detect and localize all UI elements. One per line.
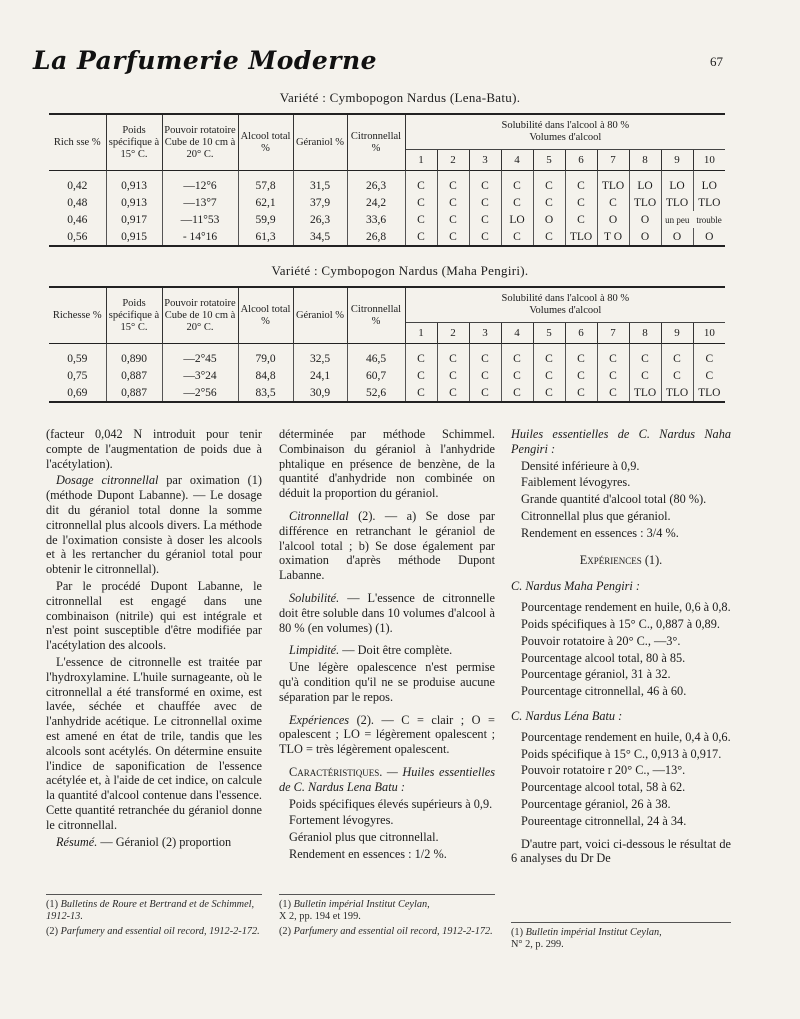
section-heading: C. Nardus Léna Batu : xyxy=(511,708,623,723)
table-cell: TLO xyxy=(629,194,661,211)
table-cell: C xyxy=(565,171,597,195)
volume-number: 1 xyxy=(405,323,437,344)
table-cell: LO xyxy=(693,171,725,195)
table-row xyxy=(49,228,725,246)
table-cell: 62,1 xyxy=(238,194,293,211)
list-item: Citronnellal plus que géraniol. xyxy=(521,508,671,523)
lena-experiences-list xyxy=(511,730,731,829)
volume-number: 9 xyxy=(661,323,693,344)
table1-title: Variété : Cymbopogon Nardus (Lena-Batu). xyxy=(279,90,521,105)
list-item: Densité inférieure à 0,9. xyxy=(521,458,640,473)
table-cell: C xyxy=(469,228,501,246)
table-cell: 34,5 xyxy=(293,228,347,246)
table-row xyxy=(49,194,725,211)
table-cell: 0,46 xyxy=(67,213,88,226)
list-item: Faiblement lévogyres. xyxy=(521,475,631,490)
table-cell: TLO xyxy=(661,384,693,402)
table-cell: 31,5 xyxy=(293,171,347,195)
footnote: (1) Bulletin impérial Institut Ceylan, N° 2, p. 299. xyxy=(511,927,662,950)
table-cell: C xyxy=(597,344,629,368)
table-cell: 0,69 xyxy=(49,384,106,402)
paragraph: Solubilité. — L'essence de citronnelle doit être soluble dans 10 volumes d'alcool à 80 % (en volumes) (1). xyxy=(279,590,495,635)
table-cell: C xyxy=(437,211,469,228)
header-citronnellal: Citronnellal % xyxy=(347,114,405,171)
paragraph: Expériences (2). — C = clair ; O = opalescent ; LO = légèrement opalescent ; TLO = très légèrement opalescent. xyxy=(279,712,495,757)
table-cell: 0,887 xyxy=(106,367,162,384)
list-item: Poids spécifiques élevés supérieurs à 0,9. xyxy=(289,796,493,811)
list-item: Poids spécifiques à 15° C., 0,887 à 0,89. xyxy=(521,616,720,631)
list-item: Rendement en essences : 3/4 %. xyxy=(521,525,679,540)
footnotes-column-3 xyxy=(511,927,731,954)
table-cell: C xyxy=(469,211,501,228)
header-poids: Poids spécifique à 15° C. xyxy=(106,114,162,171)
paragraph: Dosage citronnellal par oximation (1) (méthode Dupont Labanne). — Le dosage dit du géraniol total donne la somme citronnellal plus alcools divers. La méthode de l'oximation consiste à doser les alcools et à les rertancher du géraniol total pour obtenir le citronnellal). xyxy=(46,473,262,577)
table-cell: —2°56 xyxy=(162,384,238,402)
paragraph: Caractéristiques. — Huiles essentielles de C. Nardus Lena Batu : xyxy=(279,764,495,794)
volume-number: 2 xyxy=(437,150,469,171)
header-geraniol: Géraniol % xyxy=(293,114,347,171)
table-cell: C xyxy=(405,384,437,402)
journal-logo: La Parfumerie Moderne xyxy=(33,46,378,75)
table-cell: O xyxy=(597,211,629,228)
footnotes-column-1 xyxy=(46,899,262,941)
table-cell: C xyxy=(469,344,501,368)
table-lena-batu xyxy=(49,113,725,247)
table-cell: 24,2 xyxy=(347,194,405,211)
volume-number: 8 xyxy=(629,323,661,344)
header-richesse: Rich sse % xyxy=(49,114,106,171)
table-cell: C xyxy=(565,211,597,228)
table-cell: C xyxy=(661,344,693,368)
table-cell: —13°7 xyxy=(162,194,238,211)
table-cell: C xyxy=(597,384,629,402)
list-item: Pourcentage géraniol, 31 à 32. xyxy=(521,667,671,682)
volume-number: 5 xyxy=(533,323,565,344)
header-pouvoir: Pouvoir rotatoire Cube de 10 cm à 20° C. xyxy=(162,287,238,344)
table-cell: TLO xyxy=(565,228,597,246)
table-row xyxy=(49,211,725,228)
section-heading: Huiles essentielles de C. Nardus Naha Pengiri : xyxy=(511,427,731,456)
table-cell: C xyxy=(501,344,533,368)
table-cell: 30,9 xyxy=(293,384,347,402)
table-cell: C xyxy=(533,228,565,246)
page-number: 67 xyxy=(710,54,723,69)
table-cell: 0,59 xyxy=(49,344,106,368)
table-cell: trouble xyxy=(696,214,722,225)
table-cell: LO xyxy=(661,171,693,195)
table-cell: LO xyxy=(629,171,661,195)
header-citronnellal: Citronnellal % xyxy=(347,287,405,344)
footnote: (2) Parfumery and essential oil record, 1912-2-172. xyxy=(279,926,493,937)
table-maha-pengiri xyxy=(49,286,725,403)
table-row xyxy=(49,384,725,402)
header-geraniol: Géraniol % xyxy=(293,287,347,344)
list-item: Poids spécifique à 15° C., 0,913 à 0,917. xyxy=(521,746,722,761)
table-cell: C xyxy=(565,367,597,384)
list-item: Pourcentage rendement en huile, 0,4 à 0,6. xyxy=(521,729,731,744)
header-alcool: Alcool total % xyxy=(238,114,293,171)
table-cell: 61,3 xyxy=(238,228,293,246)
table-cell: C xyxy=(597,194,629,211)
table-cell: C xyxy=(661,367,693,384)
list-item: Pourcentage citronnellal, 46 à 60. xyxy=(521,684,687,699)
text-column-1 xyxy=(46,427,262,851)
table-cell: C xyxy=(405,211,437,228)
table-cell: C xyxy=(693,367,725,384)
table-cell: C xyxy=(469,367,501,384)
table-cell: 33,6 xyxy=(347,211,405,228)
table-cell: 79,0 xyxy=(238,344,293,368)
table-cell: C xyxy=(405,344,437,368)
paragraph: Par le procédé Dupont Labanne, le citronnellal est engagé dans une combinaison (nitrile) qui est intégrale et n'est point susceptible d'être modifiée par l'acétylation des alcools. xyxy=(46,578,262,653)
maha-characteristics-list xyxy=(511,459,731,541)
table-cell: - 14°16 xyxy=(162,228,238,246)
paragraph: déterminée par méthode Schimmel. Combinaison du géraniol à l'anhydride phtalique en présence de benzène, de la quantité d'anhydride non combinée on déduit la proportion du géraniol. xyxy=(279,427,495,501)
table-cell: 0,56 xyxy=(49,228,106,246)
list-item: Pourcentage alcool total, 80 à 85. xyxy=(521,650,686,665)
table-row xyxy=(49,367,725,384)
list-item: Pouvoir rotatoire à 20° C., —3°. xyxy=(521,633,681,648)
table2-title: Variété : Cymbopogon Nardus (Maha Pengiri). xyxy=(271,263,529,278)
footnote-rule xyxy=(511,922,731,923)
table-cell: C xyxy=(437,228,469,246)
footnote: (1) Bulletins de Roure et Bertrand et de Schimmel, 1912-13. xyxy=(46,899,255,922)
volume-number: 7 xyxy=(597,150,629,171)
table-cell: C xyxy=(501,171,533,195)
volume-number: 5 xyxy=(533,150,565,171)
table-cell: 0,913 xyxy=(106,171,162,195)
table-cell: 0,75 xyxy=(67,369,88,382)
list-item: Rendement en essences : 1/2 %. xyxy=(289,846,447,861)
table-cell: C xyxy=(501,228,533,246)
table-cell: C xyxy=(437,367,469,384)
table-row xyxy=(49,171,725,195)
paragraph: D'autre part, voici ci-dessous le résultat de 6 analyses du Dr De xyxy=(511,836,731,866)
table-cell: —2°45 xyxy=(162,344,238,368)
table-cell: TLO xyxy=(629,384,661,402)
table-cell: 37,9 xyxy=(293,194,347,211)
table-cell: O xyxy=(629,211,661,228)
table-cell: TLO xyxy=(597,171,629,195)
table-cell: C xyxy=(405,367,437,384)
list-item: Pourcentage rendement en huile, 0,6 à 0,8. xyxy=(521,600,731,615)
header-richesse: Richesse % xyxy=(49,287,106,344)
table-cell: C xyxy=(565,384,597,402)
list-item: Pourcentage alcool total, 58 à 62. xyxy=(521,780,686,795)
table-cell: 0,890 xyxy=(106,344,162,368)
list-item: Pouvoir rotatoire r 20° C., —13°. xyxy=(521,763,686,778)
table-cell: O xyxy=(693,228,725,246)
table-cell: 26,3 xyxy=(347,171,405,195)
table-cell: C xyxy=(437,384,469,402)
table-cell: C xyxy=(405,171,437,195)
volume-number: 4 xyxy=(501,323,533,344)
table-cell: C xyxy=(469,194,501,211)
table-cell: C xyxy=(437,194,469,211)
header-solubilite: Solubilité dans l'alcool à 80 % Volumes d'alcool xyxy=(405,287,725,323)
table-row xyxy=(49,344,725,368)
table-cell: TLO xyxy=(661,194,693,211)
experiences-title: Expériences (1). xyxy=(579,552,663,567)
table-cell: 83,5 xyxy=(238,384,293,402)
volume-number: 2 xyxy=(437,323,469,344)
table-cell: 26,3 xyxy=(293,211,347,228)
paragraph: (facteur 0,042 N introduit pour tenir compte de l'augmentation de poids due à l'acétylation). xyxy=(46,427,262,471)
list-item: Poureentage citronnellal, 24 à 34. xyxy=(521,813,687,828)
footnote-rule xyxy=(279,894,495,895)
footnotes-column-2 xyxy=(279,899,495,941)
list-item: Pourcentage géraniol, 26 à 38. xyxy=(521,796,671,811)
table-cell: C xyxy=(533,384,565,402)
volume-number: 8 xyxy=(629,150,661,171)
table-cell: C xyxy=(437,171,469,195)
list-item: Grande quantité d'alcool total (80 %). xyxy=(521,492,707,507)
table-cell: C xyxy=(597,367,629,384)
table-cell: 84,8 xyxy=(238,367,293,384)
table-cell: 0,42 xyxy=(49,171,106,195)
table-cell: —12°6 xyxy=(162,171,238,195)
table-cell: —3°24 xyxy=(162,367,238,384)
volume-number: 3 xyxy=(469,323,501,344)
table-cell: un peu xyxy=(661,211,693,228)
table-cell: 0,917 xyxy=(106,211,162,228)
paragraph: Résumé. — Géraniol (2) proportion xyxy=(56,834,232,849)
table-cell: 0,48 xyxy=(67,196,88,209)
list-item: Géraniol plus que citronnellal. xyxy=(289,830,439,845)
table-cell: C xyxy=(533,194,565,211)
table-cell: C xyxy=(565,344,597,368)
table-cell: C xyxy=(533,344,565,368)
volume-number: 1 xyxy=(405,150,437,171)
table-cell: C xyxy=(629,344,661,368)
table-cell: C xyxy=(629,367,661,384)
table-cell: O xyxy=(533,211,565,228)
footnote: (1) Bulletin impérial Institut Ceylan, X 2, pp. 194 et 199. xyxy=(279,899,430,922)
list-item: Fortement lévogyres. xyxy=(289,813,394,828)
paragraph: Citronnellal (2). — a) Se dose par différence en retranchant le géraniol de l'alcool total ; b) Se dose également par oximation d'après méthode Dupont Labanne. xyxy=(279,508,495,583)
volume-number: 10 xyxy=(693,323,725,344)
table-cell: C xyxy=(437,344,469,368)
text-column-3 xyxy=(511,427,731,868)
table-cell: 59,9 xyxy=(238,211,293,228)
volume-number: 3 xyxy=(469,150,501,171)
header-alcool: Alcool total % xyxy=(238,287,293,344)
table-cell: TLO xyxy=(693,194,725,211)
table-cell: C xyxy=(533,367,565,384)
table-cell: O xyxy=(629,228,661,246)
table-cell: O xyxy=(661,228,693,246)
paragraph: Une légère opalescence n'est permise qu'à condition qu'il ne se produise aucune séparation par le repos. xyxy=(279,660,495,704)
table-cell: C xyxy=(501,367,533,384)
volume-number: 6 xyxy=(565,150,597,171)
table-cell: 57,8 xyxy=(238,171,293,195)
table-cell: 0,913 xyxy=(106,194,162,211)
characteristics-list xyxy=(279,797,495,862)
volume-number: 4 xyxy=(501,150,533,171)
table-cell: 26,8 xyxy=(347,228,405,246)
section-heading: C. Nardus Maha Pengiri : xyxy=(511,579,641,594)
volume-number: 9 xyxy=(661,150,693,171)
header-solubilite: Solubilité dans l'alcool à 80 % Volumes d'alcool xyxy=(405,114,725,150)
table-cell: C xyxy=(501,194,533,211)
maha-experiences-list xyxy=(511,600,731,699)
volume-number: 10 xyxy=(693,150,725,171)
table-cell: C xyxy=(469,384,501,402)
table-cell: C xyxy=(693,344,725,368)
table-cell: 52,6 xyxy=(347,384,405,402)
table-cell: 46,5 xyxy=(347,344,405,368)
table-cell: C xyxy=(469,171,501,195)
header-poids: Poids spécifique à 15° C. xyxy=(106,287,162,344)
footnote: (2) Parfumery and essential oil record, 1912-2-172. xyxy=(46,926,260,937)
table-cell: C xyxy=(533,171,565,195)
table-cell: —11°53 xyxy=(162,211,238,228)
header-pouvoir: Pouvoir rotatoire Cube de 10 cm à 20° C. xyxy=(162,114,238,171)
paragraph: L'essence de citronnelle est traitée par l'hydroxylamine. L'huile surnageante, où le citronnellal a été transformé en oxime, est lavée, séchée et chauffée avec de l'anhydride acétique. Le citronnellal oxime est amené en état de trile, tandis que les alcools sont acétylés. On détermine ensuite l'indice de saponification de l'essence acétylée et, à l'aide de cet indice, on calcule la quantité d'alcool contenue dans l'essence. Cette quantité retranchée du géraniol donne le citronnellal. xyxy=(46,654,262,832)
table-cell: 32,5 xyxy=(293,344,347,368)
table-cell: C xyxy=(501,384,533,402)
table-cell: C xyxy=(565,194,597,211)
paragraph: Limpidité. — Doit être complète. xyxy=(289,643,453,658)
table-cell: T O xyxy=(597,228,629,246)
footnote-rule xyxy=(46,894,262,895)
table-cell: TLO xyxy=(693,384,725,402)
table-cell: C xyxy=(405,228,437,246)
table-cell: C xyxy=(405,194,437,211)
volume-number: 7 xyxy=(597,323,629,344)
table-cell: LO xyxy=(501,211,533,228)
table-cell: 0,915 xyxy=(106,228,162,246)
table-cell: 0,887 xyxy=(106,384,162,402)
table-cell: 60,7 xyxy=(347,367,405,384)
table-cell: 24,1 xyxy=(293,367,347,384)
volume-number: 6 xyxy=(565,323,597,344)
text-column-2 xyxy=(279,427,495,864)
